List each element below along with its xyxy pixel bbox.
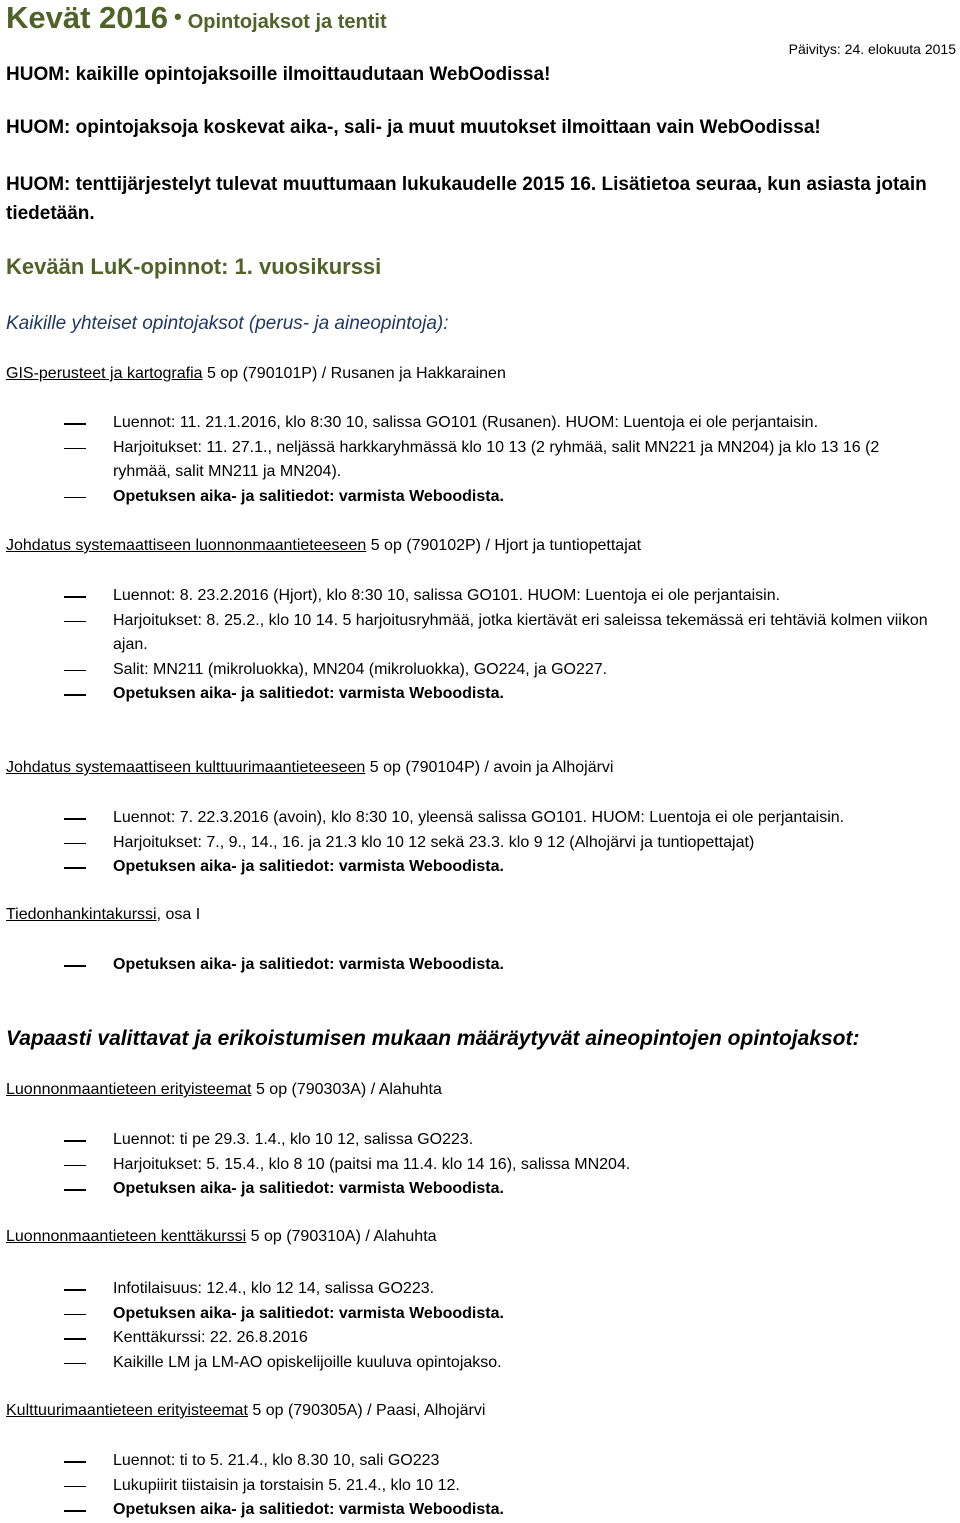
course-title [6, 1081, 442, 1099]
list-item: Lukupiirit tiistaisin ja torstaisin 5. 21.4., klo 10 12. [0, 1474, 950, 1499]
list-item: Salit: MN211 (mikroluokka), MN204 (mikroluokka), GO224, ja GO227. [0, 658, 950, 683]
course-link[interactable]: Luonnonmaantieteen erityisteemat [6, 1081, 252, 1098]
list-item: Luennot: ti pe 29.3. 1.4., klo 10 12, salissa GO223. [0, 1128, 950, 1153]
course-title [6, 1228, 437, 1246]
course-title [6, 759, 613, 777]
course-title [6, 365, 506, 383]
course-title [6, 537, 641, 555]
course-details [0, 411, 950, 509]
list-item: Opetuksen aika- ja salitiedot: varmista Weboodista. [0, 682, 950, 707]
list-item: Opetuksen aika- ja salitiedot: varmista Weboodista. [0, 485, 950, 510]
course-link[interactable]: Kulttuurimaantieteen erityisteemat [6, 1402, 248, 1419]
page-subtitle: Opintojaksot ja tentit [187, 11, 387, 33]
course-info: 5 op (790303A) / Alahuhta [251, 1081, 442, 1098]
course-link[interactable]: Tiedonhankintakurssi [6, 906, 157, 923]
list-item: Harjoitukset: 7., 9., 14., 16. ja 21.3 klo 10 12 sekä 23.3. klo 9 12 (Alhojärvi ja tuntiopettajat) [0, 831, 950, 856]
title-bullet: • [174, 4, 182, 29]
course-details [0, 584, 950, 707]
course-title [6, 906, 200, 924]
course-info: 5 op (790310A) / Alahuhta [246, 1228, 437, 1245]
course-link[interactable]: Luonnonmaantieteen kenttäkurssi [6, 1228, 247, 1245]
list-item: Infotilaisuus: 12.4., klo 12 14, salissa GO223. [0, 1277, 950, 1302]
list-item: Opetuksen aika- ja salitiedot: varmista Weboodista. [0, 855, 950, 880]
program-heading [6, 254, 381, 280]
course-title [6, 1402, 485, 1420]
program-heading-text: Kevään LuK-opinnot: 1. vuosikurssi [6, 254, 382, 279]
list-item: Harjoitukset: 11. 27.1., neljässä harkkaryhmässä klo 10 13 (2 ryhmää, salit MN221 ja MN204) ja klo 13 16 (2 ryhmää, salit MN211 ja MN204). [0, 436, 950, 485]
update-date: Päivitys: 24. elokuuta 2015 [788, 41, 956, 57]
list-item: Kenttäkurssi: 22. 26.8.2016 [0, 1326, 950, 1351]
course-details [0, 1449, 950, 1523]
list-item: Opetuksen aika- ja salitiedot: varmista Weboodista. [0, 953, 950, 978]
course-link[interactable]: Johdatus systemaattiseen luonnonmaantieteeseen [6, 537, 367, 554]
page-title [6, 0, 387, 36]
notice-exams: HUOM: tenttijärjestelyt tulevat muuttumaan lukukaudelle 2015 16. Lisätietoa seuraa, kun asiasta jotain tiedetään. [6, 174, 927, 224]
list-item: Luennot: 8. 23.2.2016 (Hjort), klo 8:30 10, salissa GO101. HUOM: Luentoja ei ole perjantaisin. [0, 584, 950, 609]
course-link[interactable]: Johdatus systemaattiseen kulttuurimaantieteeseen [6, 759, 366, 776]
list-item: Luennot: 11. 21.1.2016, klo 8:30 10, salissa GO101 (Rusanen). HUOM: Luentoja ei ole perjantaisin. [0, 411, 950, 436]
list-item: Opetuksen aika- ja salitiedot: varmista Weboodista. [0, 1498, 950, 1523]
notice-changes: HUOM: opintojaksoja koskevat aika-, sali- ja muut muutokset ilmoittaan vain WebOodissa! [6, 117, 821, 138]
notice-enrollment: HUOM: kaikille opintojaksoille ilmoittaudutaan WebOodissa! [6, 64, 551, 85]
course-details [0, 806, 950, 880]
common-courses-heading: Kaikille yhteiset opintojaksot (perus- ja aineopintoja): [6, 313, 449, 334]
course-details [0, 1128, 950, 1202]
title-text: Kevät 2016 [6, 0, 169, 35]
list-item: Opetuksen aika- ja salitiedot: varmista Weboodista. [0, 1302, 950, 1327]
list-item: Kaikille LM ja LM-AO opiskelijoille kuuluva opintojakso. [0, 1351, 950, 1376]
list-item: Luennot: 7. 22.3.2016 (avoin), klo 8:30 10, yleensä salissa GO101. HUOM: Luentoja ei ole perjantaisin. [0, 806, 950, 831]
course-info: 5 op (790101P) / Rusanen ja Hakkarainen [202, 365, 506, 382]
course-details [0, 953, 950, 978]
list-item: Harjoitukset: 5. 15.4., klo 8 10 (paitsi ma 11.4. klo 14 16), salissa MN204. [0, 1153, 950, 1178]
course-info: , osa I [156, 906, 201, 923]
list-item: Luennot: ti to 5. 21.4., klo 8.30 10, sali GO223 [0, 1449, 950, 1474]
course-info: 5 op (790102P) / Hjort ja tuntiopettajat [366, 537, 642, 554]
elective-courses-heading: Vapaasti valittavat ja erikoistumisen mukaan määräytyvät aineopintojen opintojaksot: [6, 1027, 860, 1050]
course-link[interactable]: GIS-perusteet ja kartografia [6, 365, 203, 382]
list-item: Opetuksen aika- ja salitiedot: varmista Weboodista. [0, 1177, 950, 1202]
list-item: Harjoitukset: 8. 25.2., klo 10 14. 5 harjoitusryhmää, jotka kiertävät eri saleissa tekemässä eri tehtäviä kolmen viikon ajan. [0, 609, 950, 658]
course-info: 5 op (790305A) / Paasi, Alhojärvi [247, 1402, 486, 1419]
course-info: 5 op (790104P) / avoin ja Alhojärvi [365, 759, 614, 776]
course-details [0, 1277, 950, 1375]
